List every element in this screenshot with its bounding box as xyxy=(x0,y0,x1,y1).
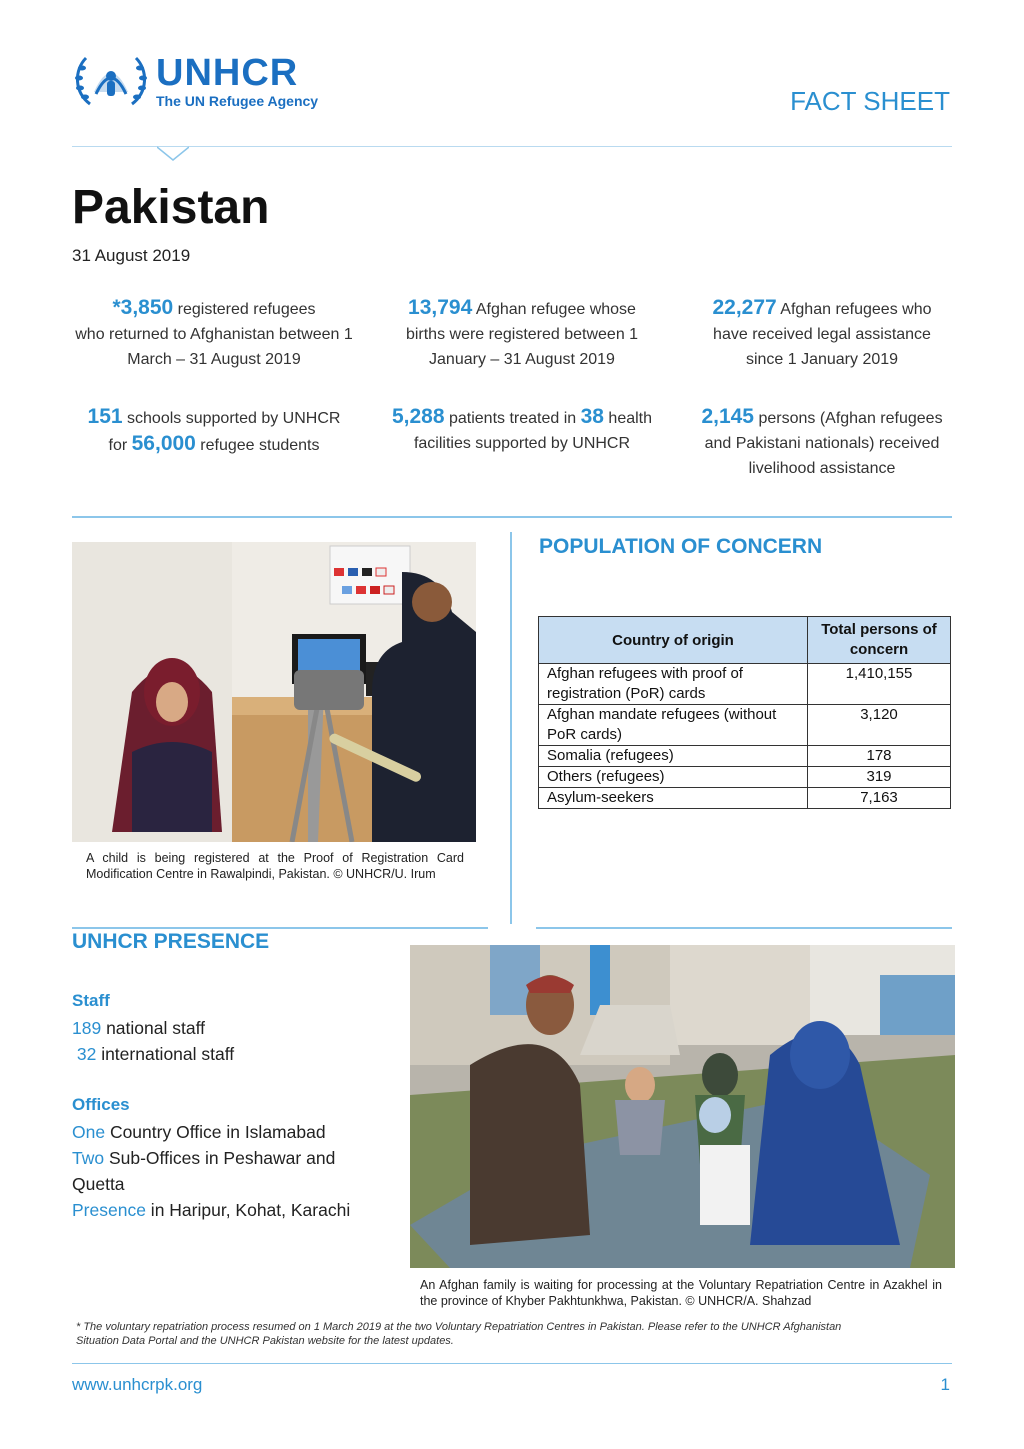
stat-description: who returned to Afghanistan between 1 March – 31 August 2019 xyxy=(75,326,353,368)
stat-returned-refugees xyxy=(64,295,364,372)
stat-patients xyxy=(372,404,672,456)
office-count: Presence xyxy=(72,1200,146,1220)
table-row xyxy=(539,767,951,788)
table-cell-value: 178 xyxy=(808,746,951,767)
stat-number: 38 xyxy=(580,405,604,428)
table-cell-origin: Others (refugees) xyxy=(539,767,808,788)
stat-number: 22,277 xyxy=(712,296,777,319)
section-heading-population: POPULATION OF CONCERN xyxy=(539,535,823,558)
section-divider xyxy=(72,516,952,518)
stat-number: 151 xyxy=(87,405,123,428)
stat-text: livelihood assistance xyxy=(748,460,896,477)
stat-text: Afghan refugees who xyxy=(776,301,932,318)
stat-text: persons (Afghan refugees xyxy=(754,410,943,427)
photo-caption: A child is being registered at the Proof of Registration Card Modification Centre in Rawalpindi, Pakistan. © UNHCR/U. Irum xyxy=(86,851,464,881)
logo-tagline: The UN Refugee Agency xyxy=(156,93,319,109)
international-staff-label: international staff xyxy=(96,1044,235,1064)
page-number: 1 xyxy=(940,1375,950,1394)
unhcr-laurel-logo-icon xyxy=(72,48,150,110)
column-header-origin: Country of origin xyxy=(539,617,808,664)
footnote: * The voluntary repatriation process resumed on 1 March 2019 at the two Voluntary Repatriation Centres in Pakistan. Please refer to the UNHCR Afghanistan Situation Data Portal and the UNHCR Pakistan website for the latest updates. xyxy=(76,1321,842,1347)
stat-text: schools supported by UNHCR xyxy=(122,410,341,427)
national-staff-label: national staff xyxy=(101,1018,205,1038)
stat-text: registered refugees xyxy=(173,301,316,318)
table-cell-value: 3,120 xyxy=(808,705,951,746)
international-staff-count: 32 xyxy=(72,1044,97,1064)
table-cell-origin: Afghan mandate refugees (without PoR cards) xyxy=(539,705,808,746)
stat-text: Afghan refugee whose xyxy=(472,301,636,318)
table-header-row xyxy=(539,617,951,664)
national-staff-line xyxy=(72,1015,205,1041)
office-label: Quetta xyxy=(72,1174,125,1194)
section-divider xyxy=(72,927,488,929)
logo-wordmark: UNHCR xyxy=(156,52,299,94)
international-staff-line xyxy=(72,1041,234,1067)
stat-legal-assistance xyxy=(672,295,972,372)
table-cell-value: 1,410,155 xyxy=(808,664,951,705)
office-label: Country Office in Islamabad xyxy=(105,1122,326,1142)
header-divider xyxy=(72,146,952,147)
report-date: 31 August 2019 xyxy=(72,246,191,265)
table-cell-value: 319 xyxy=(808,767,951,788)
stat-description: have received legal assistance since 1 January 2019 xyxy=(713,326,931,368)
population-table xyxy=(538,616,951,809)
family-photo xyxy=(410,945,955,1268)
photo-caption: An Afghan family is waiting for processing at the Voluntary Repatriation Centre in Azakhel in the province of Khyber Pakhtunkhwa, Pakistan. © UNHCR/A. Shahzad xyxy=(420,1278,942,1308)
stat-text: health xyxy=(603,410,653,427)
stat-text: and Pakistani nationals) received xyxy=(704,435,940,452)
table-row xyxy=(539,705,951,746)
table-row xyxy=(539,788,951,809)
section-heading-presence: UNHCR PRESENCE xyxy=(72,930,270,953)
office-line xyxy=(72,1197,350,1223)
section-divider xyxy=(536,927,952,929)
offices-heading: Offices xyxy=(72,1095,130,1114)
page-title: Pakistan xyxy=(72,181,270,234)
stat-text: refugee students xyxy=(195,437,320,454)
stat-schools xyxy=(64,404,364,458)
stat-livelihood xyxy=(672,404,972,481)
office-count: One xyxy=(72,1122,106,1142)
website-link[interactable]: www.unhcrpk.org xyxy=(72,1375,203,1394)
stat-number: 5,288 xyxy=(391,405,445,428)
staff-heading: Staff xyxy=(72,991,110,1010)
stat-births-registered xyxy=(372,295,672,372)
table-cell-origin: Asylum-seekers xyxy=(539,788,808,809)
stat-text: for xyxy=(108,437,132,454)
office-count: Two xyxy=(72,1148,105,1168)
office-label: in Haripur, Kohat, Karachi xyxy=(145,1200,351,1220)
table-cell-origin: Somalia (refugees) xyxy=(539,746,808,767)
stat-text: patients treated in xyxy=(444,410,581,427)
chevron-down-icon xyxy=(157,146,189,162)
stat-number: 13,794 xyxy=(408,296,473,319)
footer-divider xyxy=(72,1363,952,1364)
office-label: Sub-Offices in Peshawar and xyxy=(104,1148,336,1168)
national-staff-count: 189 xyxy=(72,1018,102,1038)
table-cell-origin: Afghan refugees with proof of registration (PoR) cards xyxy=(539,664,808,705)
table-row xyxy=(539,746,951,767)
stat-number: 2,145 xyxy=(701,405,754,428)
stat-number: *3,850 xyxy=(112,296,174,319)
stat-text: facilities supported by UNHCR xyxy=(413,435,631,452)
stat-number: 56,000 xyxy=(131,432,196,455)
office-line xyxy=(72,1119,326,1145)
document-type-label: FACT SHEET xyxy=(790,86,950,116)
column-header-total: Total persons of concern xyxy=(808,617,951,664)
office-line xyxy=(72,1145,335,1197)
table-row xyxy=(539,664,951,705)
registration-photo xyxy=(72,542,476,842)
column-divider xyxy=(510,532,512,924)
stat-description: births were registered between 1 January – 31 August 2019 xyxy=(405,326,639,368)
table-cell-value: 7,163 xyxy=(808,788,951,809)
